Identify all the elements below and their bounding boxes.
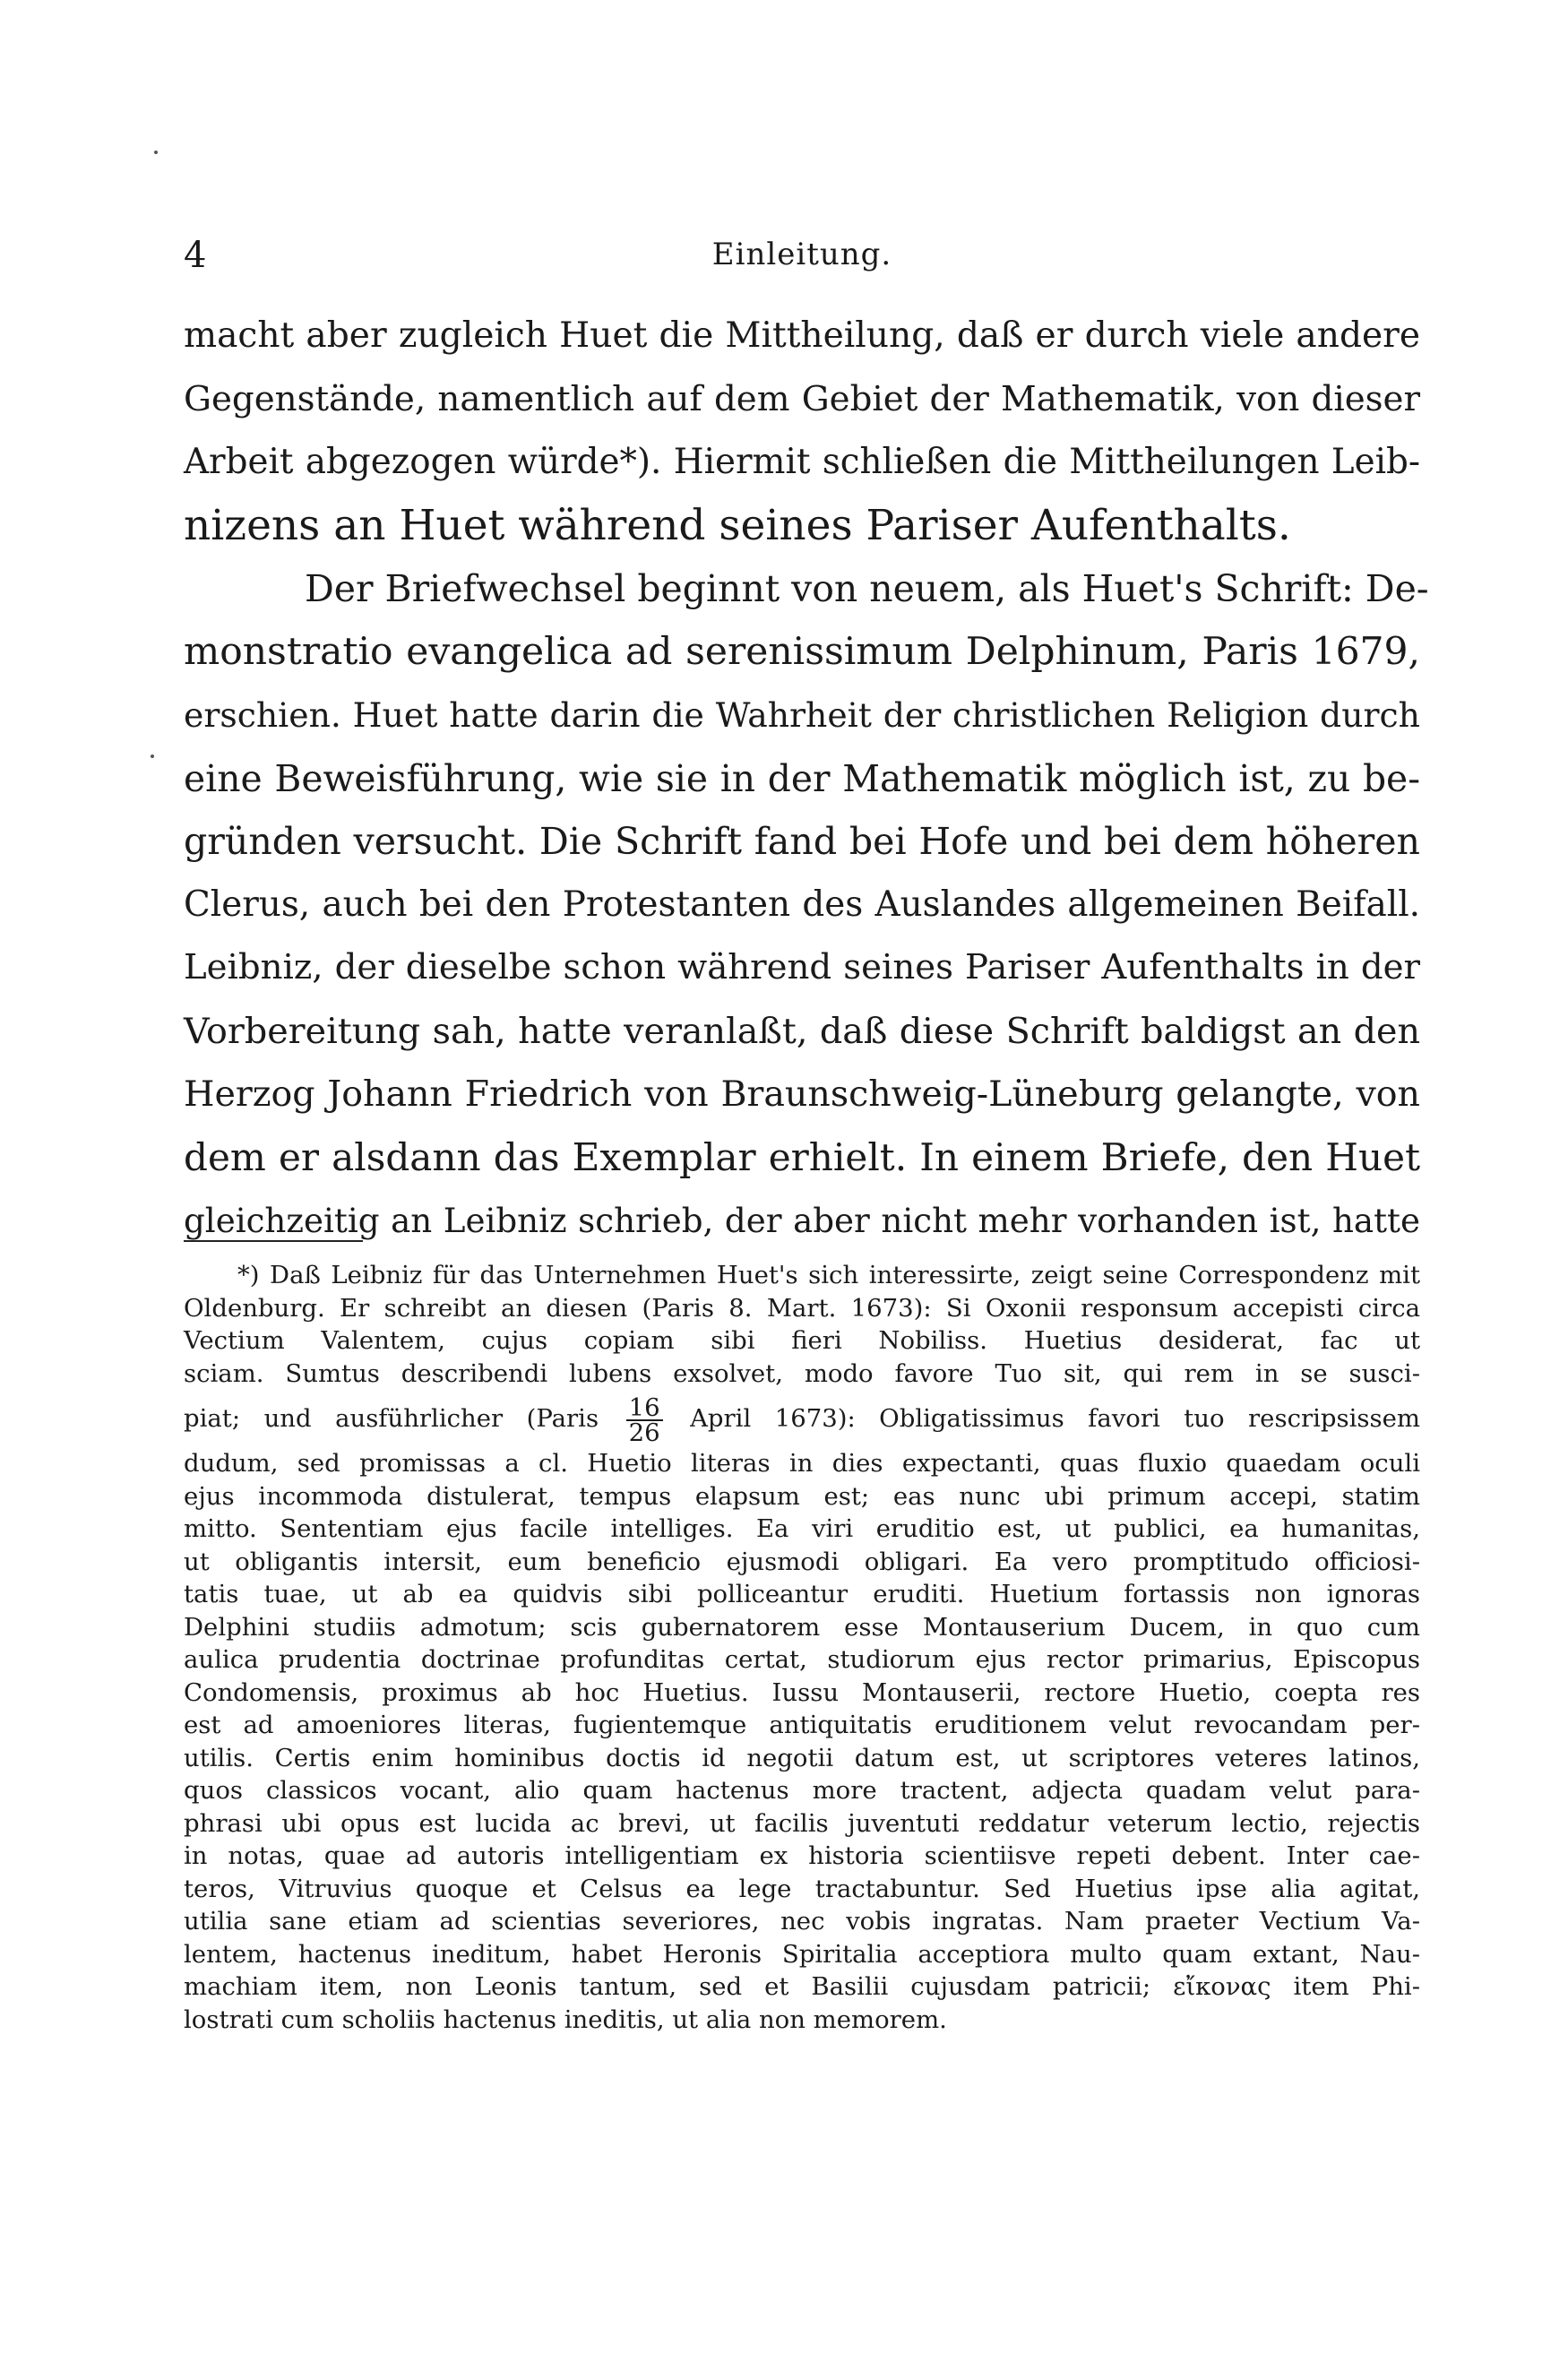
main-text xyxy=(184,305,1429,1253)
footnote-line: *) Daß Leibniz für das Unternehmen Huet's sich interessirte, zeigt seine Correspondenz mit xyxy=(237,1261,1420,1289)
footnote-line: Condomensis, proximus ab hoc Huetius. Iussu Montauserii, rectore Huetio, coepta res xyxy=(184,1677,1420,1707)
footnote-line: Vectium Valentem, cujus copiam sibi fieri Nobiliss. Huetius desiderat, fac ut xyxy=(184,1326,1420,1355)
text-line: Gegenstände, namentlich auf dem Gebiet der Mathematik, von dieser xyxy=(184,378,1420,419)
text-line: Leibniz, der dieselbe schon während seines Pariser Aufenthalts in der xyxy=(184,947,1420,987)
text-line: gleichzeitig an Leibniz schrieb, der aber nicht mehr vorhanden ist, hatte xyxy=(184,1201,1420,1240)
running-title: Einleitung. xyxy=(711,237,892,272)
text-line: eine Beweisführung, wie sie in der Mathematik möglich ist, zu be- xyxy=(184,756,1420,800)
footnote-line: tatis tuae, ut ab ea quidvis sibi polliceantur eruditi. Huetium fortassis non ignoras xyxy=(184,1580,1420,1608)
text-line: Clerus, auch bei den Protestanten des Auslandes allgemeinen Beifall. xyxy=(184,884,1420,925)
footnote-line: ejus incommoda distulerat, tempus elapsum est; eas nunc ubi primum accepi, statim xyxy=(184,1481,1420,1511)
footnote-line: teros, Vitruvius quoque et Celsus ea lege tractabuntur. Sed Huetius ipse alia agitat, xyxy=(184,1874,1420,1903)
footnote-line: utilia sane etiam ad scientias severiores, nec vobis ingratas. Nam praeter Vectium Va- xyxy=(184,1907,1420,1936)
footnote-text: April 1673): Obligatissimus favori tuo rescripsissem xyxy=(690,1404,1420,1433)
scan-speck xyxy=(151,754,154,758)
footnote xyxy=(184,1259,1420,2036)
footnote-line: mitto. Sententiam ejus facile intelliges. Ea viri eruditio est, ut publici, ea humanitas, xyxy=(184,1514,1420,1543)
text-line: Arbeit abgezogen würde*). Hiermit schließen die Mittheilungen Leib- xyxy=(184,442,1420,482)
page-number: 4 xyxy=(184,235,207,276)
footnote-divider xyxy=(184,1240,363,1242)
footnote-line: Delphini studiis admotum; scis gubernatorem esse Montauserium Ducem, in quo cum xyxy=(184,1612,1420,1642)
text-line: gründen versucht. Die Schrift fand bei Hofe und bei dem höheren xyxy=(184,820,1420,863)
text-line: Vorbereitung sah, hatte veranlaßt, daß diese Schrift baldigst an den xyxy=(184,1010,1420,1052)
footnote-line: lentem, hactenus ineditum, habet Heronis Spiritalia acceptiora multo quam extant, Nau- xyxy=(184,1939,1420,1969)
footnote-line: dudum, sed promissas a cl. Huetio literas in dies expectanti, quas fluxio quaedam oculi xyxy=(184,1449,1420,1478)
text-line: monstratio evangelica ad serenissimum Delphinum, Paris 1679, xyxy=(184,629,1420,674)
text-line: macht aber zugleich Huet die Mittheilung, daß er durch viele andere xyxy=(184,315,1420,356)
footnote-line: sciam. Sumtus describendi lubens exsolvet, modo favore Tuo sit, qui rem in se susci- xyxy=(184,1358,1420,1388)
fraction-numerator: 16 xyxy=(628,1392,660,1422)
text-line: nizens an Huet während seines Pariser Aufenthalts. xyxy=(184,500,1291,550)
scan-speck xyxy=(154,151,158,154)
footnote-line xyxy=(184,1390,1420,1447)
footnote-line: quos classicos vocant, alio quam hactenus more tractent, adjecta quadam velut para- xyxy=(184,1776,1420,1805)
footnote-text: piat; und ausführlicher (Paris xyxy=(184,1404,599,1433)
footnote-line: aulica prudentia doctrinae profunditas certat, studiorum ejus rector primarius, Episcopus xyxy=(184,1645,1420,1674)
date-fraction xyxy=(626,1392,663,1447)
footnote-line: machiam item, non Leonis tantum, sed et Basilii cujusdam patricii; εἴκονας item Phi- xyxy=(184,1972,1420,2001)
footnote-line: in notas, quae ad autoris intelligentiam ex historia scientiisve repeti debent. Inter cae- xyxy=(184,1841,1420,1870)
text-line: dem er alsdann das Exemplar erhielt. In einem Briefe, den Huet xyxy=(184,1134,1420,1179)
text-line: erschien. Huet hatte darin die Wahrheit der christlichen Religion durch xyxy=(184,695,1420,735)
page-header xyxy=(184,235,1420,289)
footnote-line: lostrati cum scholiis hactenus ineditis, ut alia non memorem. xyxy=(184,2005,947,2034)
footnote-line: phrasi ubi opus est lucida ac brevi, ut facilis juventuti reddatur veterum lectio, rejectis xyxy=(184,1808,1420,1838)
footnote-line: ut obligantis intersit, eum beneficio ejusmodi obligari. Ea vero promptitudo officiosi- xyxy=(184,1547,1420,1576)
text-line: Der Briefwechsel beginnt von neuem, als Huet's Schrift: De- xyxy=(305,567,1429,610)
footnote-line: est ad amoeniores literas, fugientemque antiquitatis eruditionem velut revocandam per- xyxy=(184,1711,1420,1739)
footnote-line: utilis. Certis enim hominibus doctis id negotii datum est, ut scriptores veteres latinos, xyxy=(184,1743,1420,1772)
text-line: Herzog Johann Friedrich von Braunschweig-Lüneburg gelangte, von xyxy=(184,1073,1420,1115)
footnote-line: Oldenburg. Er schreibt an diesen (Paris 8. Mart. 1673): Si Oxonii responsum accepisti circa xyxy=(184,1293,1420,1323)
fraction-denominator: 26 xyxy=(626,1419,663,1444)
